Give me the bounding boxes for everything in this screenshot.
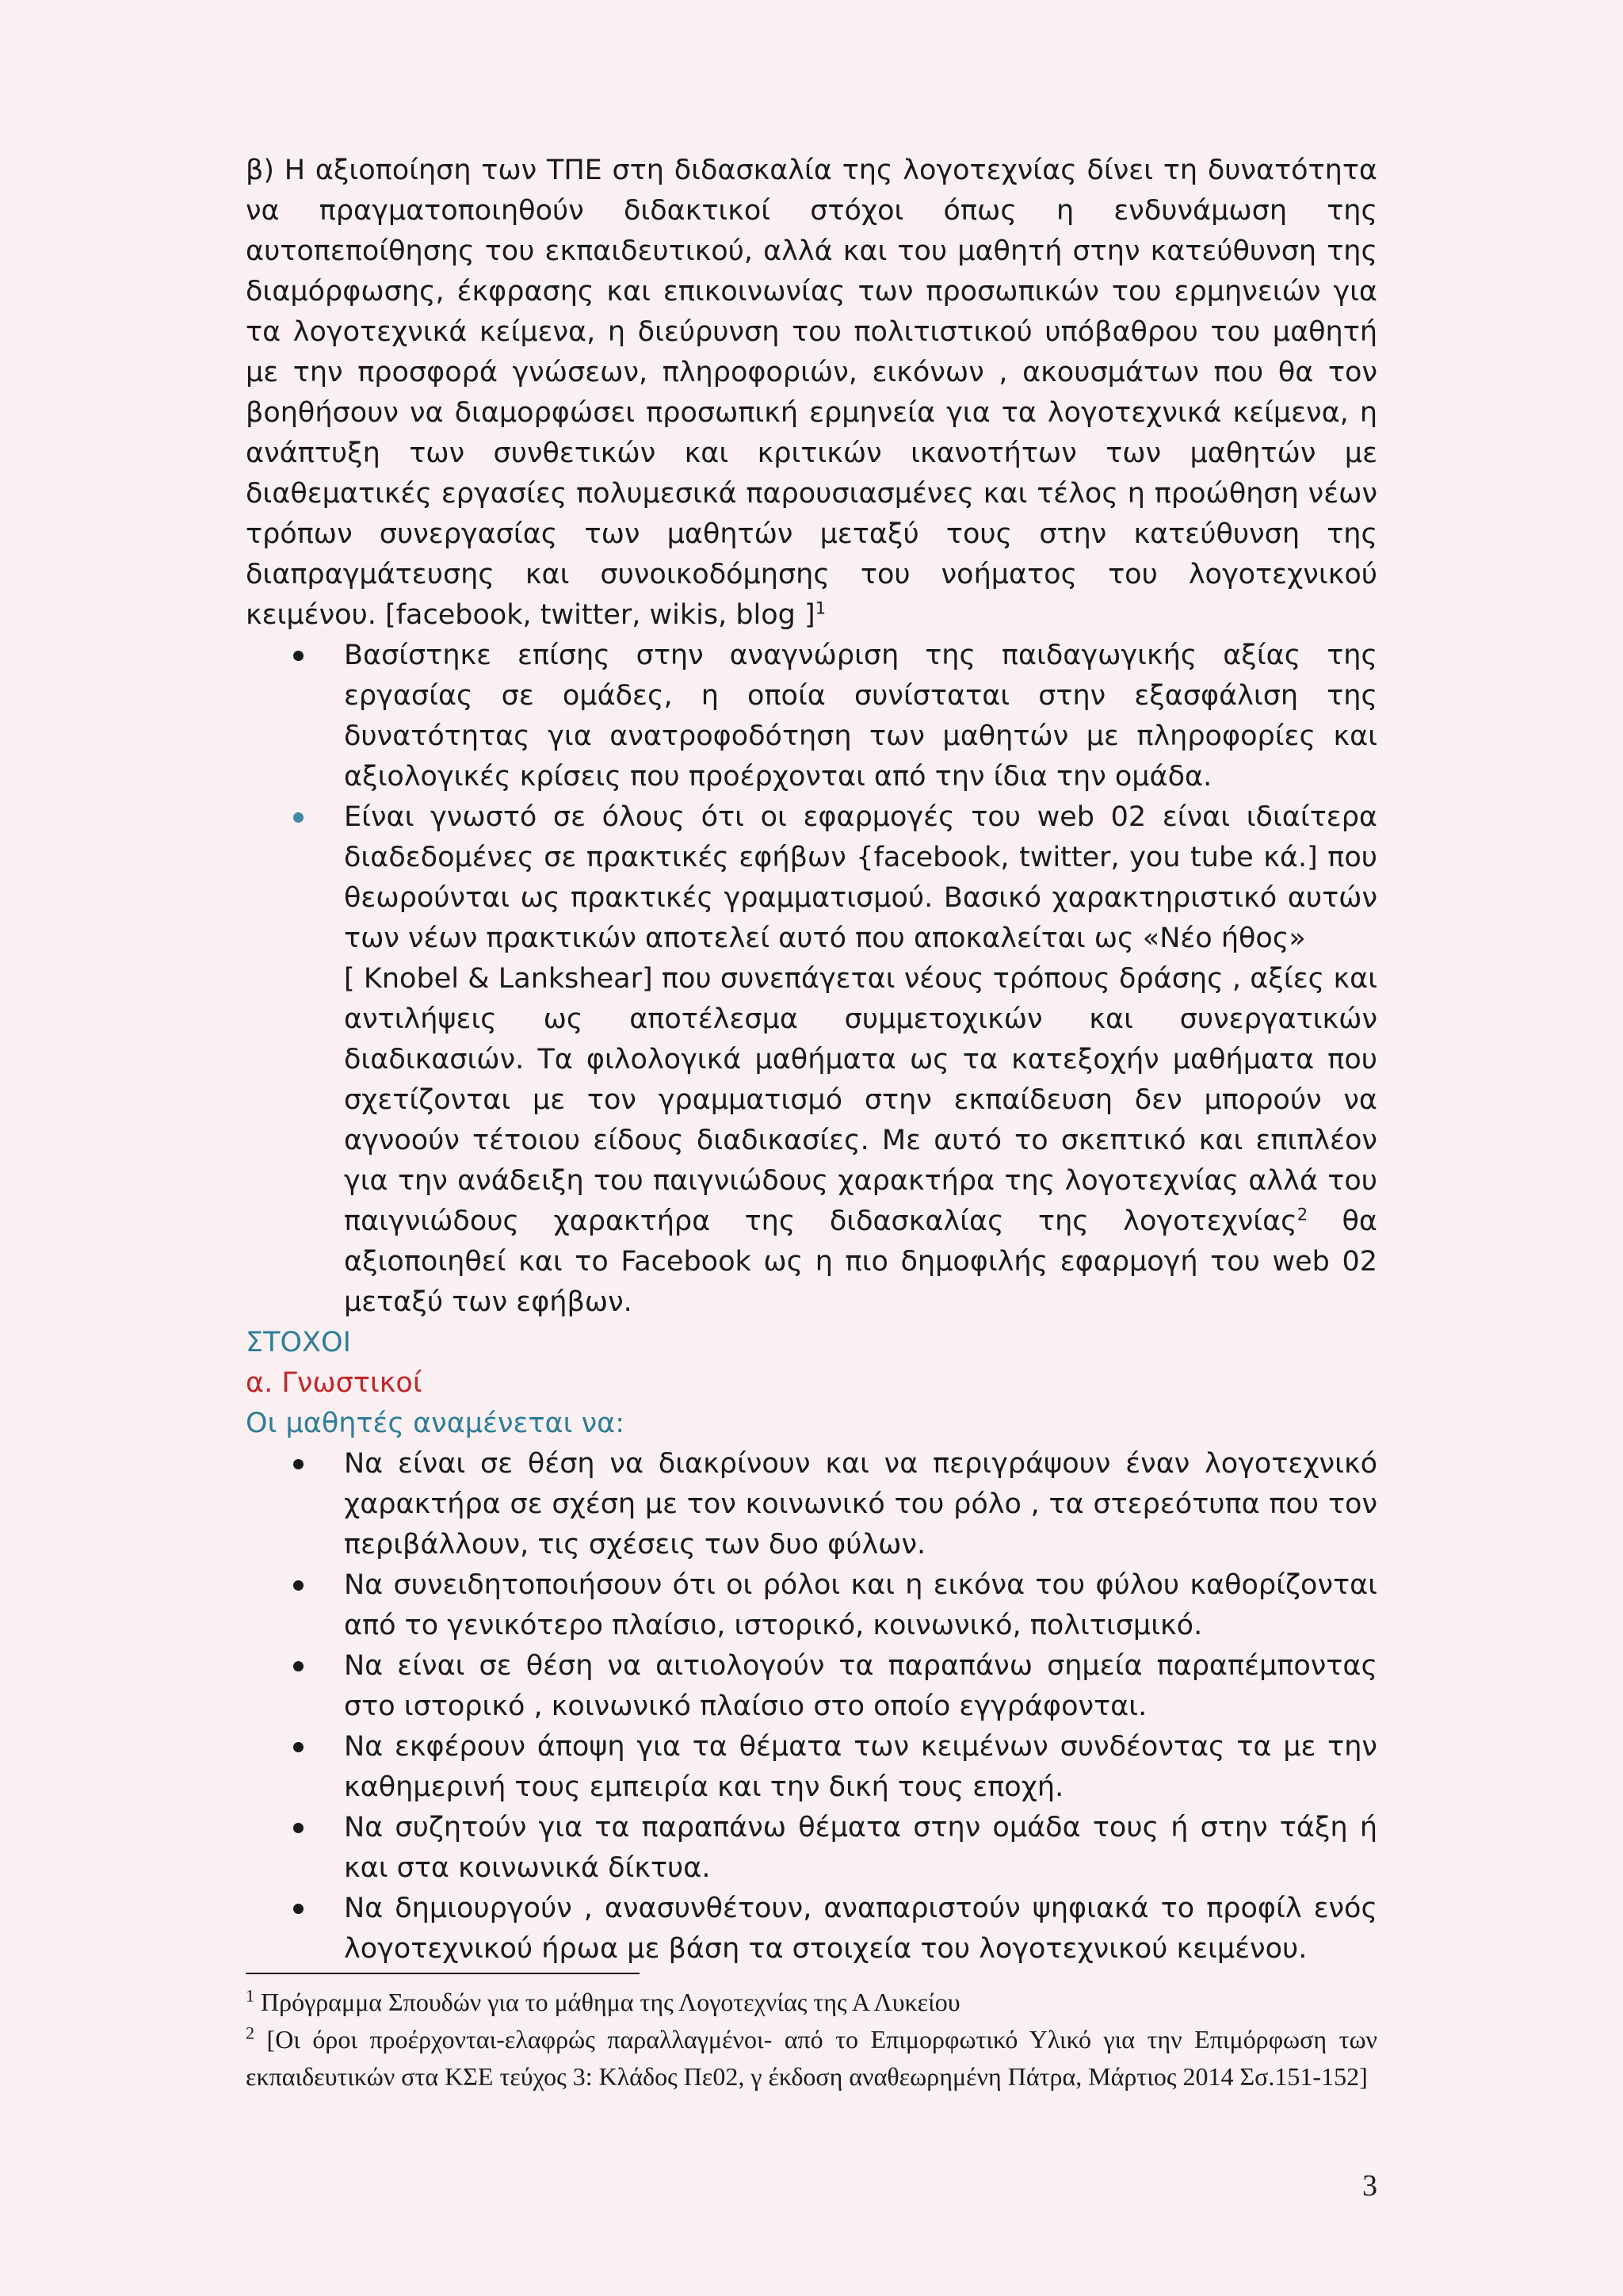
bullet-icon bbox=[293, 1459, 304, 1469]
rationale-list bbox=[246, 636, 1377, 1323]
page-number: 3 bbox=[1362, 2169, 1377, 2202]
bullet-icon bbox=[293, 651, 304, 661]
goals-list bbox=[246, 1444, 1377, 1969]
document-page bbox=[246, 151, 1377, 1969]
goal-item bbox=[246, 1808, 1377, 1889]
goal-item-text: Να είναι σε θέση να διακρίνουν και να περιγράψουν έναν λογοτεχνικό χαρακτήρα σε σχέση με τον κοινωνικό του ρόλο , τα στερεότυπα που τον περιβάλλουν, τις σχέσεις των δυο φύλων. bbox=[344, 1448, 1377, 1561]
rationale-item-text-part2: [ Knobel & Lankshear] που συνεπάγεται νέους τρόπους δράσης , αξίες και αντιλήψεις ως αποτέλεσμα συμμετοχικών και συνεργατικών διαδικασιών. Τα φιλολογικά μαθήματα ως τα κατεξοχήν μαθήματα που σχετίζονται με τον γραμματισμό στην εκπαίδευση δεν μπορούν να αγνοούν τέτοιου είδους διαδικασίες. Με αυτό το σκεπτικό και επιπλέον για την ανάδειξη του παιγνιώδους χαρακτήρα της λογοτεχνίας αλλά του παιγνιώδους χαρακτήρα της διδασκαλίας της λογοτεχνίας bbox=[344, 963, 1377, 1237]
bullet-icon bbox=[293, 1580, 304, 1591]
bullet-icon bbox=[293, 1661, 304, 1671]
bullet-icon bbox=[293, 1742, 304, 1752]
rationale-item-text-part3: θα αξιοποιηθεί και το Facebook ως η πιο δημοφιλής εφαρμογή του web 02 μεταξύ των εφήβων. bbox=[344, 1205, 1377, 1318]
footnote-2 bbox=[246, 2021, 1377, 2095]
footnote-1 bbox=[246, 1984, 1377, 2021]
footnote-number: 1 bbox=[246, 1985, 254, 2006]
rationale-item-text-part1: Είναι γνωστό σε όλους ότι οι εφαρμογές του web 02 είναι ιδιαίτερα διαδεδομένες σε πρακτικές εφήβων {facebook, twitter, you tube κά.] που θεωρούνται ως πρακτικές γραμματισμού. Βασικό χαρακτηριστικό αυτών των νέων πρακτικών αποτελεί αυτό που αποκαλείται ως «Νέο ήθος» bbox=[344, 801, 1377, 954]
footnote-ref-1[interactable]: 1 bbox=[815, 598, 827, 618]
bullet-icon bbox=[293, 1904, 304, 1914]
goal-item-text: Να δημιουργούν , ανασυνθέτουν, αναπαριστούν ψηφιακά το προφίλ ενός λογοτεχνικού ήρωα με βάση τα στοιχεία του λογοτεχνικού κειμένου. bbox=[344, 1893, 1377, 1965]
footnote-text: [Οι όροι προέρχονται-ελαφρώς παραλλαγμένοι- από το Επιμορφωτικό Υλικό για την Επιμόρφωση των εκπαιδευτικών στα ΚΣΕ τεύχος 3: Κλάδος Πε02, γ έκδοση αναθεωρημένη Πάτρα, Μάρτιος 2014 Σσ.151-152] bbox=[246, 2025, 1378, 2091]
rationale-item-group-work bbox=[246, 636, 1377, 797]
goal-item-text: Να είναι σε θέση να αιτιολογούν τα παραπάνω σημεία παραπέμποντας στο ιστορικό , κοινωνικό πλαίσιο στο οποίο εγγράφονται. bbox=[344, 1650, 1377, 1722]
bullet-icon bbox=[293, 812, 304, 823]
goal-item-text: Να εκφέρουν άποψη για τα θέματα των κειμένων συνδέοντας τα με την καθημερινή τους εμπειρία και την δική τους εποχή. bbox=[344, 1731, 1377, 1803]
goal-item bbox=[246, 1646, 1377, 1727]
goal-item bbox=[246, 1565, 1377, 1646]
goal-item-text: Να συζητούν για τα παραπάνω θέματα στην ομάδα τους ή στην τάξη ή και στα κοινωνικά δίκτυα. bbox=[344, 1812, 1377, 1884]
students-expected-heading: Οι μαθητές αναμένεται να: bbox=[246, 1408, 624, 1439]
goal-item bbox=[246, 1727, 1377, 1808]
footnote-text: Πρόγραμμα Σπουδών για το μάθημα της Λογοτεχνίας της Α Λυκείου bbox=[261, 1988, 960, 2016]
rationale-item-text: Βασίστηκε επίσης στην αναγνώριση της παιδαγωγικής αξίας της εργασίας σε ομάδες, η οποία συνίσταται στην εξασφάλιση της δυνατότητας για ανατροφοδότηση των μαθητών με πληροφορίες και αξιολογικές κρίσεις που προέρχονται από την ίδια την ομάδα. bbox=[344, 640, 1377, 793]
intro-paragraph-text: β) Η αξιοποίηση των ΤΠΕ στη διδασκαλία της λογοτεχνίας δίνει τη δυνατότητα να πραγματοποιηθούν διδακτικοί στόχοι όπως η ενδυνάμωση της αυτοπεποίθησης του εκπαιδευτικού, αλλά και του μαθητή στην κατεύθυνση της διαμόρφωσης, έκφρασης και επικοινωνίας των προσωπικών του ερμηνειών για τα λογοτεχνικά κείμενα, η διεύρυνση του πολιτιστικού υπόβαθρου του μαθητή με την προσφορά γνώσεων, πληροφοριών, εικόνων , ακουσμάτων που θα τον βοηθήσουν να διαμορφώσει προσωπική ερμηνεία για τα λογοτεχνικά κείμενα, η ανάπτυξη των συνθετικών και κριτικών ικανοτήτων των μαθητών με διαθεματικές εργασίες πολυμεσικά παρουσιασμένες και τέλος η προώθηση νέων τρόπων συνεργασίας των μαθητών μεταξύ τους στην κατεύθυνση της διαπραγμάτευσης και συνοικοδόμησης του νοήματος του λογοτεχνικού κειμένου. [facebook, twitter, wikis, blog ] bbox=[246, 155, 1377, 631]
footnote-ref-2[interactable]: 2 bbox=[1296, 1205, 1308, 1224]
footnote-separator bbox=[246, 1973, 640, 1974]
intro-paragraph bbox=[246, 151, 1377, 636]
footnotes bbox=[246, 1984, 1377, 2095]
goal-item bbox=[246, 1444, 1377, 1565]
goals-heading: ΣΤΟΧΟΙ bbox=[246, 1327, 351, 1358]
goal-item bbox=[246, 1889, 1377, 1969]
cognitive-heading: α. Γνωστικοί bbox=[246, 1367, 422, 1399]
bullet-icon bbox=[293, 1823, 304, 1833]
rationale-item-web2 bbox=[246, 797, 1377, 1323]
footnote-number: 2 bbox=[246, 2023, 254, 2043]
goal-item-text: Να συνειδητοποιήσουν ότι οι ρόλοι και η εικόνα του φύλου καθορίζονται από το γενικότερο πλαίσιο, ιστορικό, κοινωνικό, πολιτισμικό. bbox=[344, 1569, 1377, 1641]
